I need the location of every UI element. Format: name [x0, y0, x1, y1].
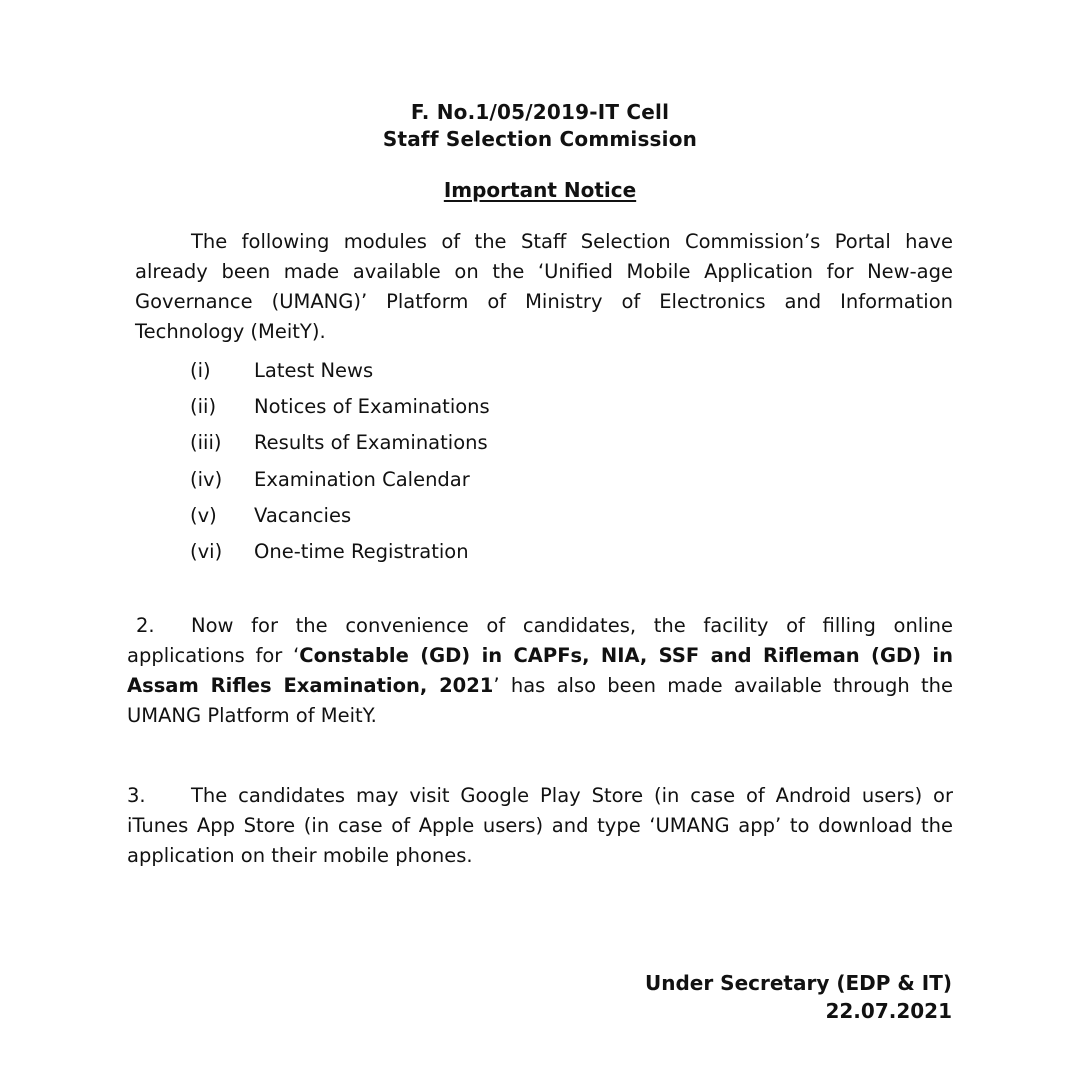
list-item-number: (ii): [190, 395, 217, 419]
modules-list: [190, 356, 490, 573]
notice-title-text: Important Notice: [443, 178, 637, 202]
list-item-label: Vacancies: [254, 503, 352, 527]
paragraph-2-text-before: Now for the convenience of candidates, the facility of filling online applications for ‘: [127, 614, 953, 667]
notice-title: [0, 178, 1080, 202]
exam-name: Constable (GD) in CAPFs, NIA, SSF and Rifleman (GD) in Assam Rifles Examination, 2021: [127, 644, 953, 697]
list-item: [190, 392, 490, 428]
list-item: [190, 428, 490, 464]
list-item-label: Notices of Examinations: [254, 395, 490, 419]
paragraph-3-text: The candidates may visit Google Play Store (in case of Android users) or iTunes App Store (in case of Apple users) and type ‘UMANG app’ to download the application on their mobile phones.: [127, 784, 953, 867]
list-item-number: (iii): [190, 431, 222, 455]
paragraph-2: [127, 611, 953, 731]
paragraph-2-text-after: ’ has also been made available through the UMANG Platform of MeitY.: [127, 674, 954, 727]
paragraph-3-number: 3.: [127, 784, 146, 807]
signature-block: [645, 969, 952, 1025]
paragraph-2-number: 2.: [136, 614, 155, 637]
list-item-label: Latest News: [254, 359, 374, 382]
list-item: [190, 537, 490, 573]
signatory-designation: Under Secretary (EDP & IT): [644, 971, 952, 995]
list-item-label: One-time Registration: [254, 539, 469, 563]
list-item-label: Results of Examinations: [254, 431, 488, 455]
list-item-number: (v): [190, 503, 217, 527]
list-item-label: Examination Calendar: [254, 467, 470, 491]
list-item: [190, 465, 490, 501]
list-item: [190, 501, 490, 537]
paragraph-3: [127, 781, 953, 871]
paragraph-1: [135, 227, 953, 347]
list-item: [190, 356, 490, 392]
notice-date: 22.07.2021: [825, 999, 952, 1023]
list-item-number: (iv): [190, 467, 223, 491]
list-item-number: (i): [190, 359, 211, 382]
paragraph-1-text: The following modules of the Staff Selection Commission’s Portal have already been made available on the ‘Unified Mobile Application for New-age Governance (UMANG)’ Platform of Ministry of Electronics and Information Technology (MeitY).: [135, 230, 953, 343]
file-number: F. No.1/05/2019-IT Cell: [410, 100, 670, 124]
organization-name: Staff Selection Commission: [382, 127, 698, 151]
list-item-number: (vi): [190, 539, 223, 563]
